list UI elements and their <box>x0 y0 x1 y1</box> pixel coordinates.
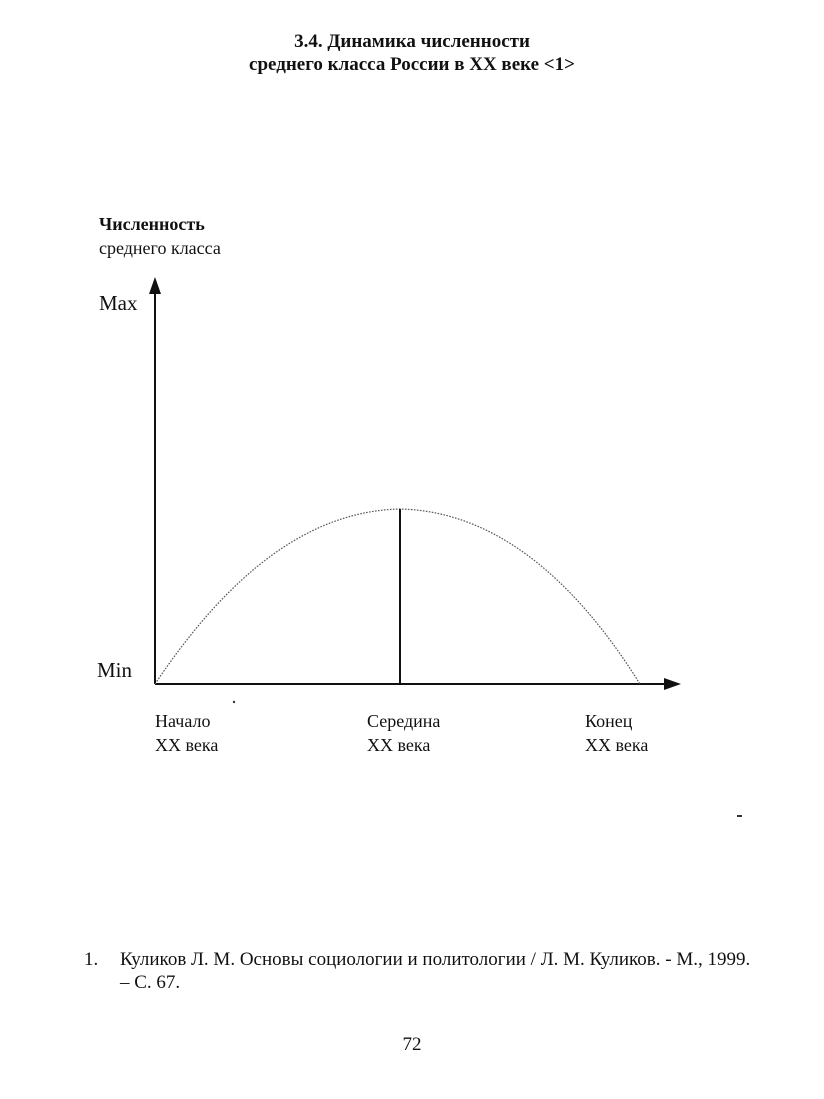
footnote-text: Куликов Л. М. Основы социологии и политологии / Л. М. Куликов. - М., 1999. – С. 67. <box>120 949 751 993</box>
y-axis-min-label: Min <box>97 658 133 682</box>
footnote <box>84 948 764 994</box>
x-axis-end-line-2: XX века <box>585 735 649 755</box>
scan-dot <box>233 701 235 703</box>
x-axis-label-end <box>585 709 648 757</box>
x-axis-middle-line-1: Середина <box>367 711 441 731</box>
x-axis-end-line-1: Конец <box>585 711 633 731</box>
y-axis-arrow-icon <box>149 277 161 294</box>
y-axis-max-label: Max <box>99 291 138 315</box>
x-axis-start-line-1: Начало <box>155 711 211 731</box>
scan-mark <box>737 815 742 817</box>
title-line-1: 3.4. Динамика численности <box>294 31 530 52</box>
x-axis-start-line-2: XX века <box>155 735 219 755</box>
y-axis-label-line-1: Численность <box>99 214 205 234</box>
y-axis-label-line-2: среднего класса <box>99 238 221 258</box>
footnote-number: 1. <box>84 949 99 970</box>
title-line-2: среднего класса России в XX веке <1> <box>249 54 575 75</box>
population-curve <box>155 509 640 684</box>
x-axis-label-start <box>155 709 218 757</box>
x-axis-arrow-icon <box>664 678 681 690</box>
x-axis-middle-line-2: XX века <box>367 735 431 755</box>
page-number: 72 <box>402 1034 422 1055</box>
x-axis-label-middle <box>367 709 440 757</box>
